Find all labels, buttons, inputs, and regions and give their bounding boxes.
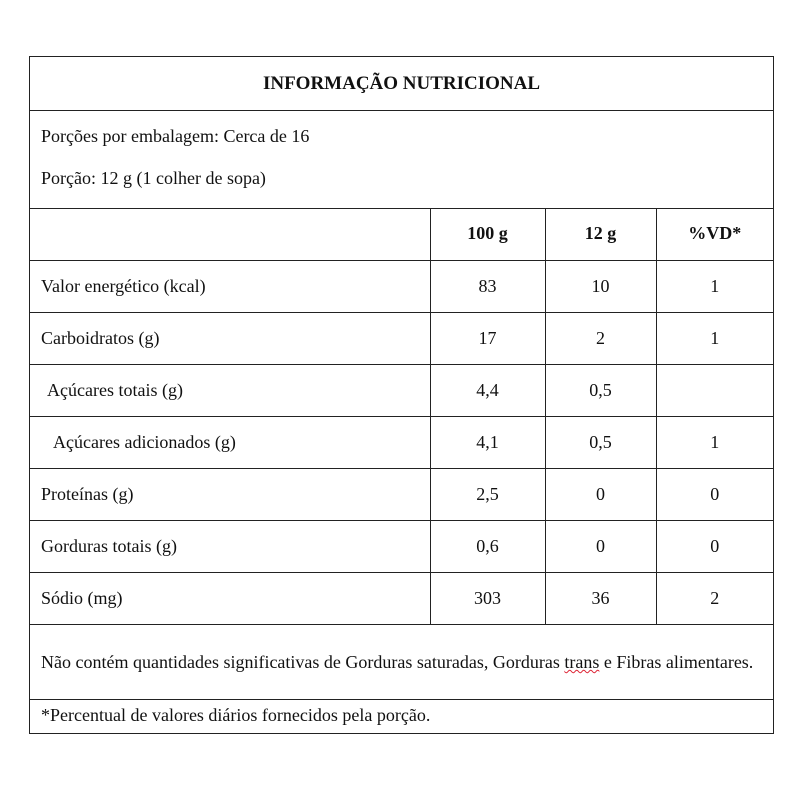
value-daily: 0 bbox=[656, 520, 773, 572]
serving-size: Porção: 12 g (1 colher de sopa) bbox=[41, 168, 266, 188]
table-row bbox=[30, 364, 773, 416]
table-row bbox=[30, 468, 773, 520]
table-row bbox=[30, 416, 773, 468]
value-daily: 2 bbox=[656, 572, 773, 624]
nutrient-label: Proteínas (g) bbox=[30, 468, 430, 520]
value-portion: 2 bbox=[545, 312, 656, 364]
table-row bbox=[30, 572, 773, 624]
value-100g: 83 bbox=[430, 260, 545, 312]
header-daily-value: %VD* bbox=[656, 208, 773, 260]
nutrient-label: Açúcares totais (g) bbox=[30, 364, 430, 416]
nutrient-table bbox=[30, 208, 773, 625]
table-title: INFORMAÇÃO NUTRICIONAL bbox=[30, 57, 773, 111]
value-portion: 36 bbox=[545, 572, 656, 624]
note-text-start: Não contém quantidades significativas de Gorduras saturadas, Gorduras bbox=[41, 652, 565, 672]
value-daily: 1 bbox=[656, 260, 773, 312]
value-100g: 4,1 bbox=[430, 416, 545, 468]
serving-info bbox=[30, 110, 773, 209]
value-portion: 0 bbox=[545, 520, 656, 572]
note-text-end: e Fibras alimentares. bbox=[599, 652, 754, 672]
value-100g: 2,5 bbox=[430, 468, 545, 520]
value-portion: 0 bbox=[545, 468, 656, 520]
header-row bbox=[30, 208, 773, 260]
nutrient-label: Valor energético (kcal) bbox=[30, 260, 430, 312]
nutrition-facts-table bbox=[29, 56, 774, 734]
nutrient-label: Açúcares adicionados (g) bbox=[30, 416, 430, 468]
value-daily: 1 bbox=[656, 312, 773, 364]
servings-per-package: Porções por embalagem: Cerca de 16 bbox=[41, 126, 310, 146]
value-100g: 303 bbox=[430, 572, 545, 624]
value-daily bbox=[656, 364, 773, 416]
value-100g: 0,6 bbox=[430, 520, 545, 572]
table-row bbox=[30, 260, 773, 312]
value-100g: 4,4 bbox=[430, 364, 545, 416]
insignificant-amounts-note bbox=[30, 645, 773, 700]
value-portion: 10 bbox=[545, 260, 656, 312]
header-empty bbox=[30, 208, 430, 260]
daily-value-footnote: *Percentual de valores diários fornecidos pela porção. bbox=[41, 705, 431, 725]
nutrient-label: Carboidratos (g) bbox=[30, 312, 430, 364]
value-portion: 0,5 bbox=[545, 364, 656, 416]
nutrient-label: Gorduras totais (g) bbox=[30, 520, 430, 572]
table-row bbox=[30, 312, 773, 364]
nutrient-label: Sódio (mg) bbox=[30, 572, 430, 624]
note-trans-word: trans bbox=[564, 652, 600, 672]
value-daily: 1 bbox=[656, 416, 773, 468]
header-100g: 100 g bbox=[430, 208, 545, 260]
value-portion: 0,5 bbox=[545, 416, 656, 468]
header-portion: 12 g bbox=[545, 208, 656, 260]
value-daily: 0 bbox=[656, 468, 773, 520]
table-row bbox=[30, 520, 773, 572]
value-100g: 17 bbox=[430, 312, 545, 364]
